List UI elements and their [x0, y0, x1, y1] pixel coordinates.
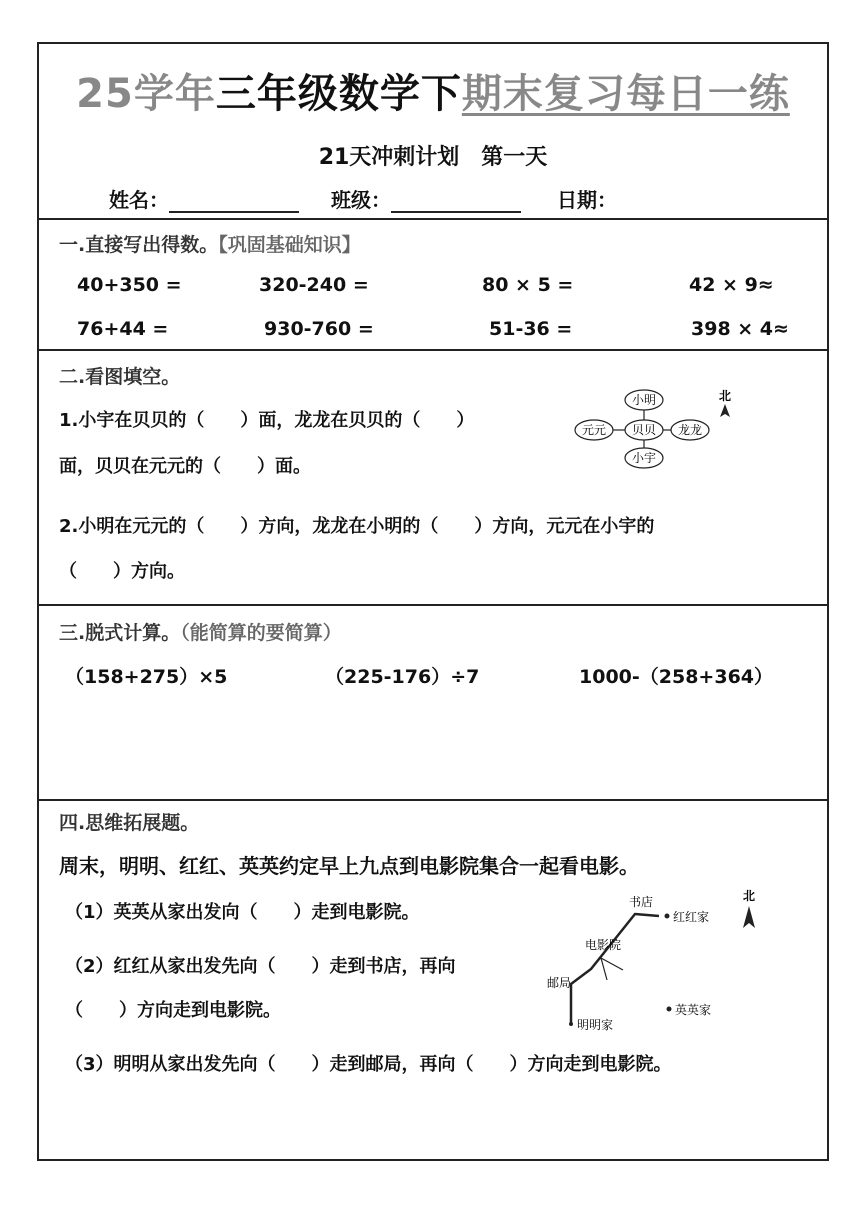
- north-arrow-icon: [720, 404, 730, 417]
- label-xiaoyu: 小宇: [631, 451, 657, 465]
- class-label: 班级：: [331, 188, 391, 212]
- label-mingming: 明明家: [577, 1018, 614, 1032]
- label-yuanyuan: 元元: [581, 423, 607, 437]
- question-text: （ ）方向走到电影院。: [65, 1000, 281, 1021]
- step-calc: 1000-（258+364）: [579, 666, 774, 688]
- question-text: （1）英英从家出发向（ ）走到电影院。: [65, 902, 420, 923]
- name-blank[interactable]: [169, 191, 299, 213]
- label-yingying: 英英家: [675, 1003, 712, 1017]
- date-field: [557, 184, 617, 213]
- yingying-dot: [667, 1007, 672, 1012]
- north-label: 北: [742, 889, 756, 903]
- question-text: （2）红红从家出发先向（ ）走到书店，再向: [65, 956, 456, 977]
- class-field[interactable]: [331, 184, 521, 213]
- label-cinema: 电影院: [585, 938, 622, 952]
- divider: [39, 799, 827, 801]
- date-label: 日期：: [557, 188, 617, 212]
- oral-calc: 80 × 5 =: [482, 274, 574, 296]
- worksheet-frame: [37, 42, 829, 1161]
- mingming-dot: [569, 1022, 573, 1026]
- honghong-dot: [665, 914, 670, 919]
- divider: [39, 218, 827, 220]
- section3-title: 三.脱式计算。: [59, 622, 181, 644]
- title-review: 期末复习每日一练: [461, 71, 790, 117]
- section4-heading: 四.思维拓展题。: [59, 812, 200, 834]
- road: [571, 914, 659, 1024]
- section3-heading: [59, 618, 342, 645]
- class-blank[interactable]: [391, 191, 521, 213]
- oral-calc: 398 × 4≈: [691, 318, 789, 340]
- label-beibei: 贝贝: [631, 423, 657, 437]
- section1-heading: [59, 230, 361, 257]
- question-text: （ ）方向。: [59, 561, 185, 582]
- question-text: 面，贝贝在元元的（ ）面。: [59, 456, 311, 477]
- divider: [39, 349, 827, 351]
- oral-calc: 51-36 =: [489, 318, 573, 340]
- label-longlong: 龙龙: [677, 423, 703, 437]
- label-bookstore: 书店: [628, 895, 654, 909]
- oral-calc: 930-760 =: [264, 318, 374, 340]
- section4-intro: 周末，明明、红红、英英约定早上九点到电影院集合一起看电影。: [59, 854, 639, 878]
- title-year: 25学年: [76, 71, 216, 117]
- divider: [39, 604, 827, 606]
- oral-calc: 40+350 =: [77, 274, 182, 296]
- oral-calc: 76+44 =: [77, 318, 169, 340]
- step-calc: （225-176）÷7: [325, 666, 480, 688]
- oral-calc: 42 × 9≈: [689, 274, 774, 296]
- question-text: 1.小宇在贝贝的（ ）面，龙龙在贝贝的（ ）: [59, 410, 475, 431]
- section2-heading: 二.看图填空。: [59, 366, 181, 388]
- oral-calc: 320-240 =: [259, 274, 369, 296]
- step-calc: （158+275）×5: [65, 666, 228, 688]
- title-grade: 三年级数学下: [215, 71, 462, 117]
- north-arrow-icon: [743, 906, 755, 928]
- question-text: 2.小明在元元的（ ）方向，龙龙在小明的（ ）方向，元元在小宇的: [59, 516, 655, 537]
- label-honghong: 红红家: [673, 910, 710, 924]
- label-xiaoming: 小明: [631, 393, 657, 407]
- section1-title: 一.直接写出得数。: [59, 234, 219, 256]
- name-field[interactable]: [109, 184, 299, 213]
- worksheet-title: [39, 62, 827, 119]
- position-diagram: [567, 384, 747, 474]
- label-post: 邮局: [547, 976, 572, 990]
- section1-note: 【巩固基础知识】: [218, 234, 361, 256]
- question-text: （3）明明从家出发先向（ ）走到邮局，再向（ ）方向走到电影院。: [65, 1054, 672, 1075]
- route-map: [529, 884, 769, 1034]
- section3-note: （能简算的要简算）: [180, 622, 342, 644]
- subtitle: 21天冲刺计划 第一天: [318, 145, 548, 170]
- name-label: 姓名：: [109, 188, 169, 212]
- north-label: 北: [718, 389, 732, 403]
